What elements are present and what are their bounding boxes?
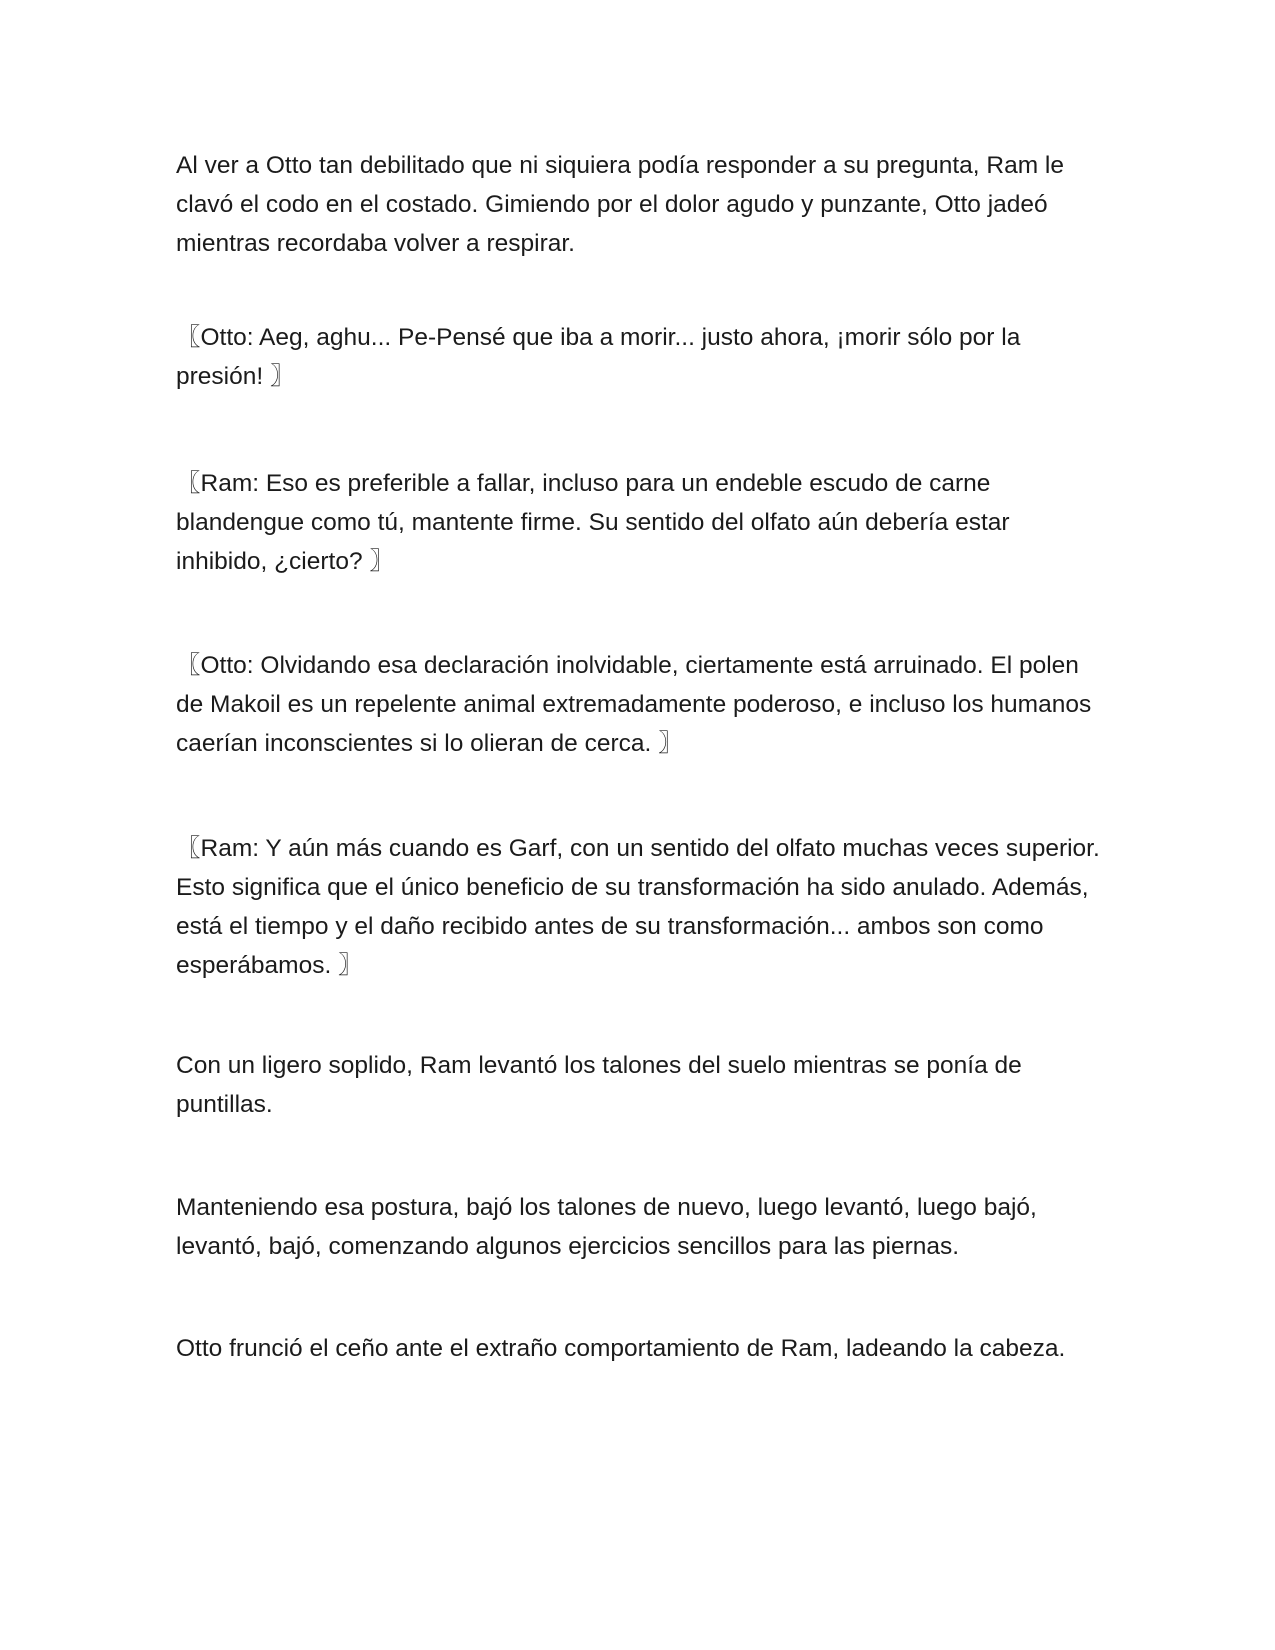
- narration-paragraph: Al ver a Otto tan debilitado que ni siquiera podía responder a su pregunta, Ram le clavó el codo en el costado. Gimiendo por el dolor agudo y punzante, Otto jadeó mientras recordaba volver a respirar.: [176, 152, 1071, 257]
- narration-paragraph: Manteniendo esa postura, bajó los talones de nuevo, luego levantó, luego bajó, levantó, bajó, comenzando algunos ejercicios sencillos para las piernas.: [176, 1194, 1044, 1260]
- dialogue-otto-1: 〖Otto: Aeg, aghu... Pe-Pensé que iba a morir... justo ahora, ¡morir sólo por la presión! 〗: [176, 324, 1028, 390]
- dialogue-ram-2: 〖Ram: Y aún más cuando es Garf, con un sentido del olfato muchas veces superior. Esto significa que el único beneficio de su transformación ha sido anulado. Además, está el tiempo y el daño recibido antes de su transformación... ambos son como esperábamos. 〗: [176, 835, 1107, 979]
- dialogue-ram-1: 〖Ram: Eso es preferible a fallar, incluso para un endeble escudo de carne blandengue como tú, mantente firme. Su sentido del olfato aún debería estar inhibido, ¿cierto? 〗: [176, 470, 1017, 575]
- narration-paragraph: Otto frunció el ceño ante el extraño comportamiento de Ram, ladeando la cabeza.: [176, 1335, 1066, 1362]
- narration-paragraph: Con un ligero soplido, Ram levantó los talones del suelo mientras se ponía de puntillas.: [176, 1052, 1029, 1118]
- dialogue-otto-2: 〖Otto: Olvidando esa declaración inolvidable, ciertamente está arruinado. El polen de Makoil es un repelente animal extremadamente poderoso, e incluso los humanos caerían inconscientes si lo olieran de cerca. 〗: [176, 652, 1099, 757]
